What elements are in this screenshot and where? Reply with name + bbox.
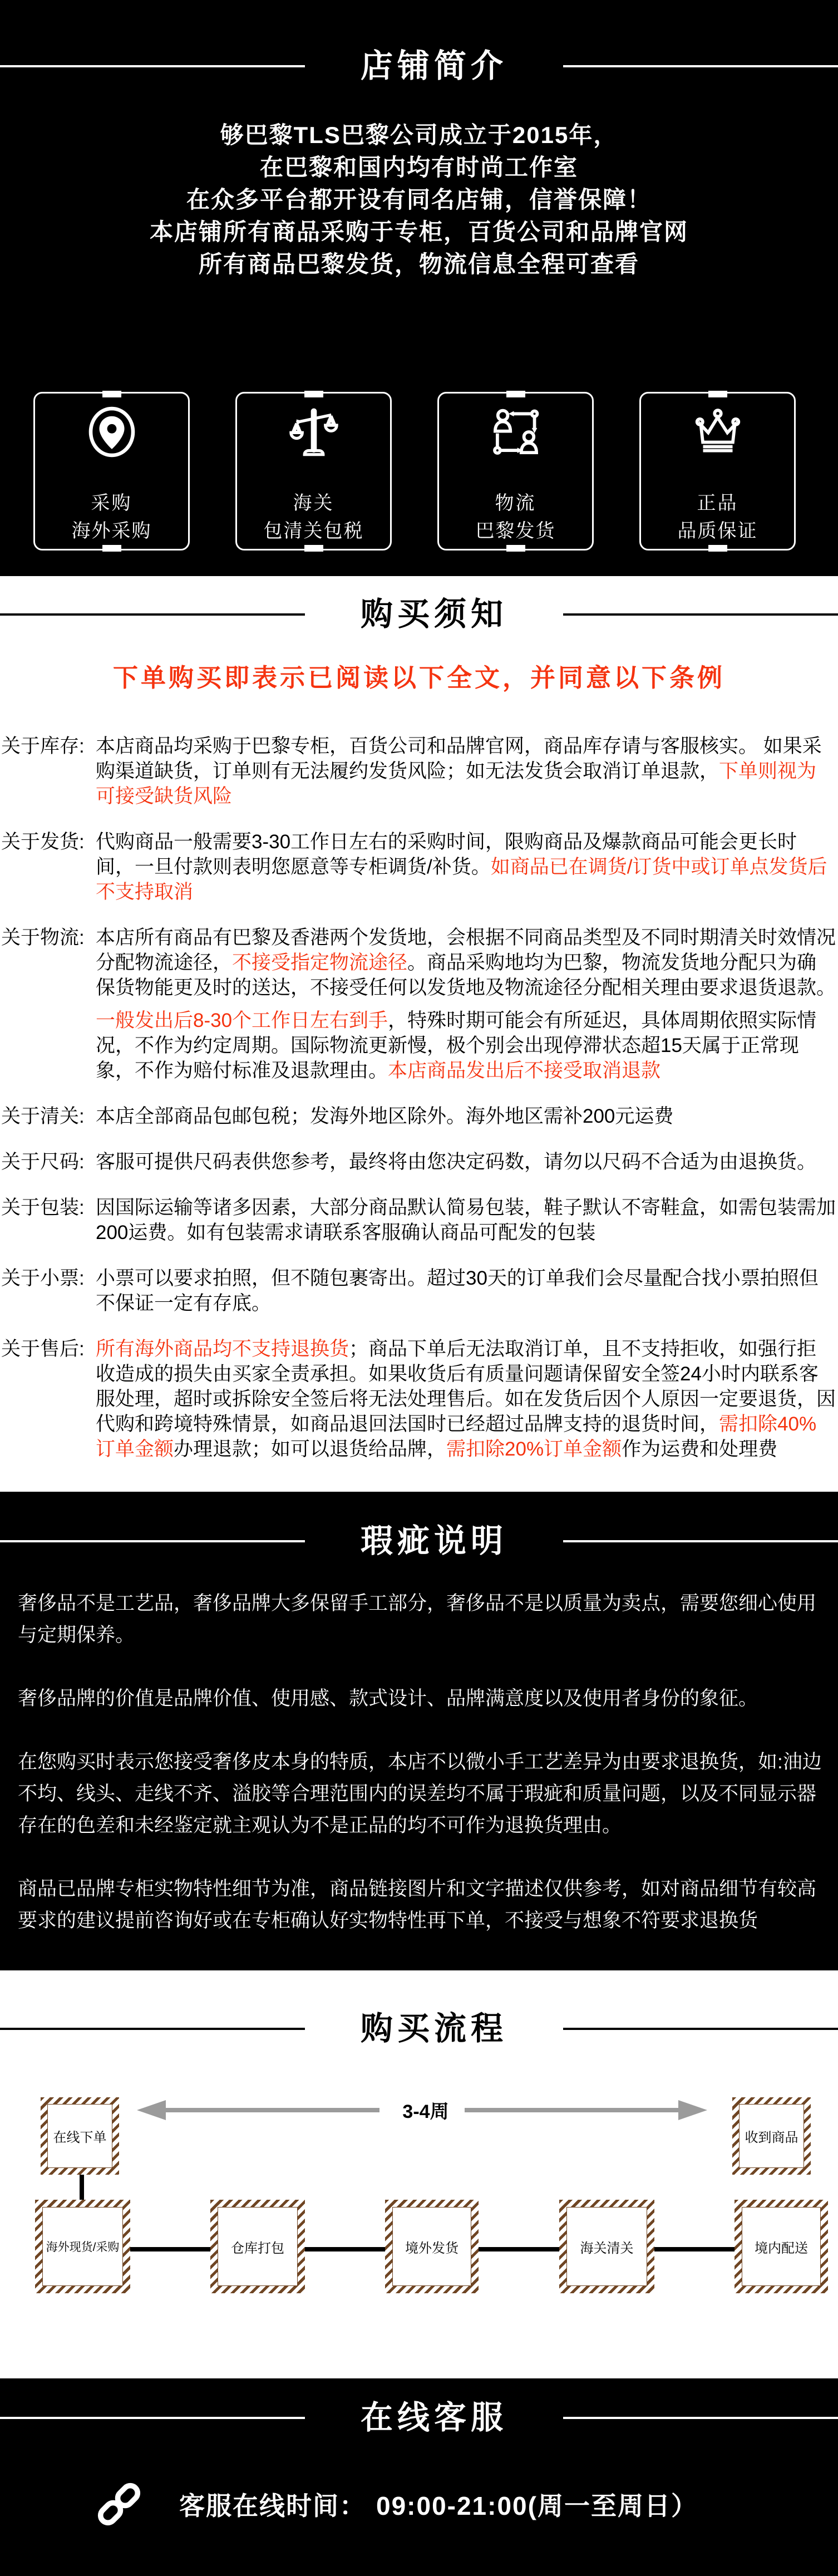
notice-item-body bbox=[96, 829, 836, 904]
purchase-notice-title-row bbox=[0, 596, 838, 633]
defect-paragraphs bbox=[18, 1587, 832, 1936]
notice-paragraph bbox=[96, 1008, 836, 1083]
notice-item bbox=[1, 1336, 836, 1462]
defect-paragraph: 在您购买时表示您接受奢侈皮本身的特质，本店不以微小手工艺差异为由要求退换货，如:油边不均、线头、走线不齐、溢胶等合理范围内的误差均不属于瑕疵和质量问题，以及不同显示器存在的色差和未经鉴定就主观认为不是正品的均不可作为退换货理由。 bbox=[18, 1751, 822, 1836]
flow-step-box bbox=[385, 2200, 479, 2293]
section-title: 瑕疵说明 bbox=[361, 1523, 508, 1559]
notice-text: 本店商品均采购于巴黎专柜，百货公司和品牌官网，商品库存请与客服核实。 如果采购渠道缺货，订单则有无法履约发货风险；如无法发货会取消订单退款， bbox=[96, 735, 822, 782]
notice-text: 代购商品一般需要3-30工作日左右的采购时间，限购商品及爆款商品可能会更长时间，一旦付款则表明您愿意等专柜调货/补货。 bbox=[96, 831, 797, 878]
flow-connector bbox=[654, 2247, 735, 2251]
notice-text-highlight: 不接受指定物流途径 bbox=[232, 952, 408, 974]
notice-paragraph bbox=[96, 734, 836, 809]
notice-paragraph bbox=[96, 925, 836, 1000]
online-service-title-row bbox=[0, 2400, 838, 2436]
flow-connector-vertical bbox=[80, 2175, 84, 2200]
notice-text: 客服可提供尺码表供您参考，最终将由您决定码数，请勿以尺码不合适为由退换货。 bbox=[96, 1151, 817, 1173]
arrow-left-line bbox=[165, 2108, 379, 2112]
crown-icon bbox=[688, 402, 747, 461]
title-rule-right bbox=[563, 65, 838, 67]
notice-text-highlight: 如商品已在调货/订货中或订单点发货后不支持取消 bbox=[96, 856, 827, 903]
feature-subtitle: 包清关包税 bbox=[263, 520, 364, 542]
defect-paragraph: 奢侈品牌的价值是品牌价值、使用感、款式设计、品牌满意度以及使用者身份的象征。 bbox=[18, 1688, 758, 1709]
flow-step-box bbox=[559, 2200, 654, 2293]
notice-item-label: 关于清关: bbox=[1, 1105, 85, 1127]
arrow-left-icon bbox=[137, 2100, 166, 2120]
intro-line: 在巴黎和国内均有时尚工作室 bbox=[259, 154, 578, 180]
notice-text-highlight: 需扣除40%订单金额 bbox=[96, 1413, 817, 1460]
feature-box-frame bbox=[35, 394, 188, 549]
title-rule-right bbox=[563, 1540, 838, 1542]
location-pin-icon bbox=[82, 402, 141, 461]
notice-item-body bbox=[96, 1266, 836, 1316]
flow-box-receive-goods bbox=[732, 2097, 811, 2175]
notice-text-highlight: 一般发出后8-30个工作日左右到手 bbox=[96, 1010, 388, 1031]
notice-text: 因国际运输等诸多因素，大部分商品默认简易包装，鞋子默认不寄鞋盒，如需包装需加200运费。如有包装需求请联系客服确认商品可配发的包装 bbox=[96, 1197, 836, 1243]
store-intro-title-row bbox=[0, 48, 838, 85]
notice-item-label: 关于小票: bbox=[1, 1267, 85, 1289]
notice-item-body bbox=[96, 1104, 836, 1129]
arrow-right-icon bbox=[678, 2100, 707, 2120]
section-title: 购买流程 bbox=[361, 2010, 508, 2047]
feature-box-frame bbox=[439, 394, 592, 549]
notice-paragraph bbox=[96, 1195, 836, 1245]
store-intro-text bbox=[0, 119, 838, 281]
flow-connector bbox=[479, 2247, 559, 2251]
notice-text-highlight: 所有海外商品均不支持退换货 bbox=[96, 1338, 349, 1360]
flow-connector bbox=[305, 2247, 385, 2251]
notice-item bbox=[1, 1195, 836, 1245]
flow-box-order-online bbox=[41, 2097, 119, 2175]
flow-box-label: 收到商品 bbox=[739, 2104, 804, 2168]
notice-text: 本店所有商品有巴黎及香港两个发货地，会根据不同商品类型及不同时期清关时效情况分配物流途径， bbox=[96, 927, 836, 974]
notice-subtitle: 下单购买即表示已阅读以下全文，并同意以下条例 bbox=[112, 663, 725, 692]
title-rule-right bbox=[563, 613, 838, 616]
feature-subtitle: 海外采购 bbox=[71, 520, 152, 542]
notice-text: ，特殊时期可能会有所延迟，具体周期依照实际情况，不作为约定周期。国际物流更新慢，极个别会出现停滞状态超15天属于正常现象，不作为赔付标准及退款理由。 bbox=[96, 1010, 817, 1081]
notice-item-label: 关于物流: bbox=[1, 927, 85, 948]
chain-link-icon bbox=[92, 2477, 146, 2531]
defect-notes-title-row bbox=[0, 1523, 838, 1560]
notice-item-label: 关于售后: bbox=[1, 1338, 85, 1360]
notice-item bbox=[1, 925, 836, 1083]
intro-line: 在众多平台都开设有同名店铺，信誉保障！ bbox=[186, 186, 652, 213]
section-title: 店铺简介 bbox=[361, 48, 508, 84]
flow-step-label: 海外现货/采购 bbox=[42, 2207, 123, 2286]
defect-paragraph: 奢侈品不是工艺品，奢侈品牌大多保留手工部分，奢侈品不是以质量为卖点，需要您细心使用与定期保养。 bbox=[18, 1592, 817, 1646]
feature-title: 采购 bbox=[91, 493, 132, 514]
section-online-service bbox=[0, 2378, 838, 2576]
notice-item-body bbox=[96, 1195, 836, 1245]
notice-item-body bbox=[96, 734, 836, 809]
service-hours-label: 客服在线时间： bbox=[179, 2491, 366, 2520]
notice-text: 。商品采购地均为巴黎，物流发货地分配只为确保货物能更及时的送达，不接受任何以发货地及物流途径分配相关理由要求退货退款。 bbox=[96, 952, 836, 999]
notice-item-body bbox=[96, 1149, 836, 1174]
section-title: 在线客服 bbox=[361, 2400, 508, 2436]
notice-item-body bbox=[96, 1336, 836, 1462]
section-store-intro bbox=[0, 0, 838, 576]
feature-box-frame bbox=[237, 394, 390, 549]
notice-text: 小票可以要求拍照，但不随包裹寄出。超过30天的订单我们会尽量配合找小票拍照但不保证一定有存底。 bbox=[96, 1267, 819, 1314]
notice-item-label: 关于尺码: bbox=[1, 1151, 85, 1173]
flow-step-label: 境外发货 bbox=[392, 2207, 471, 2286]
section-purchase-notice bbox=[0, 576, 838, 1492]
purchase-flow-diagram bbox=[0, 1970, 838, 2378]
feature-title: 海关 bbox=[293, 493, 334, 514]
notice-text: ；商品下单后无法取消订单，且不支持拒收，如强行拒收造成的损失由买家全责承担。如果收货后有质量问题请保留安全签24小时内联系客服处理，超时或拆除安全签后将无法处理售后。如在发货后因个人原因一定要退货，因代购和跨境特殊情景，如商品退回法国时已经超过品牌支持的退货时间， bbox=[96, 1338, 836, 1435]
feature-box-purchase bbox=[33, 392, 190, 550]
notice-item-label: 关于发货: bbox=[1, 831, 85, 853]
feature-box-customs bbox=[235, 392, 392, 550]
notice-text: 作为运费和处理费 bbox=[622, 1438, 778, 1460]
notice-paragraph bbox=[96, 829, 836, 904]
flow-step-label: 海关清关 bbox=[566, 2207, 647, 2286]
feature-box-authentic bbox=[639, 392, 796, 550]
feature-subtitle: 巴黎发货 bbox=[475, 520, 556, 542]
title-rule-right bbox=[563, 2417, 838, 2419]
section-purchase-process bbox=[0, 1970, 838, 2378]
notice-text-highlight: 需扣除20%订单金额 bbox=[446, 1438, 622, 1460]
feature-title: 正品 bbox=[697, 493, 738, 514]
service-hours bbox=[179, 2486, 698, 2523]
flow-duration-label: 3-4周 bbox=[402, 2101, 449, 2122]
flow-step-label: 境内配送 bbox=[742, 2207, 821, 2286]
notice-text: 办理退款；如可以退货给品牌， bbox=[174, 1438, 447, 1460]
feature-box-logistics bbox=[437, 392, 594, 550]
flow-step-box bbox=[210, 2200, 305, 2293]
feature-title: 物流 bbox=[495, 493, 536, 514]
intro-line: 本店铺所有商品采购于专柜，百货公司和品牌官网 bbox=[149, 219, 688, 245]
logistics-icon bbox=[486, 402, 545, 461]
notice-item bbox=[1, 829, 836, 904]
notice-item bbox=[1, 1149, 836, 1174]
notice-list bbox=[1, 734, 836, 1462]
notice-text: 本店全部商品包邮包税；发海外地区除外。海外地区需补200元运费 bbox=[96, 1105, 674, 1127]
feature-box-frame bbox=[641, 394, 794, 549]
service-row bbox=[92, 2477, 838, 2531]
notice-item bbox=[1, 734, 836, 809]
arrow-right-line bbox=[465, 2108, 679, 2112]
scale-icon bbox=[284, 402, 343, 461]
service-hours-value: 09:00-21:00(周一至周日） bbox=[376, 2491, 698, 2520]
notice-paragraph bbox=[96, 1336, 836, 1462]
title-rule-left bbox=[0, 613, 305, 616]
notice-paragraph bbox=[96, 1149, 836, 1174]
intro-line: 够巴黎TLS巴黎公司成立于2015年， bbox=[220, 122, 618, 148]
notice-paragraph bbox=[96, 1266, 836, 1316]
feature-badges bbox=[33, 392, 796, 550]
notice-paragraph bbox=[96, 1104, 836, 1129]
title-rule-left bbox=[0, 1540, 305, 1542]
notice-item bbox=[1, 1266, 836, 1316]
flow-step-label: 仓库打包 bbox=[218, 2207, 298, 2286]
notice-text-highlight: 本店商品发出后不接受取消退款 bbox=[388, 1060, 661, 1081]
notice-text-highlight: 下单则视为可接受缺货风险 bbox=[96, 760, 817, 807]
flow-connector bbox=[130, 2247, 210, 2251]
defect-paragraph: 商品已品牌专柜实物特性细节为准，商品链接图片和文字描述仅供参考，如对商品细节有较高要求的建议提前咨询好或在专柜确认好实物特性再下单，不接受与想象不符要求退换货 bbox=[18, 1878, 817, 1931]
flow-box-label: 在线下单 bbox=[47, 2104, 112, 2168]
notice-item-label: 关于库存: bbox=[1, 735, 85, 757]
section-defect-notes bbox=[0, 1492, 838, 1970]
title-rule-left bbox=[0, 2417, 305, 2419]
feature-subtitle: 品质保证 bbox=[677, 520, 758, 542]
section-title: 购买须知 bbox=[361, 596, 508, 632]
intro-line: 所有商品巴黎发货，物流信息全程可查看 bbox=[198, 251, 639, 277]
title-rule-left bbox=[0, 65, 305, 67]
notice-item bbox=[1, 1104, 836, 1129]
flow-step-box bbox=[35, 2200, 130, 2293]
notice-item-body bbox=[96, 925, 836, 1083]
notice-item-label: 关于包装: bbox=[1, 1197, 85, 1218]
flow-step-box bbox=[735, 2200, 828, 2293]
